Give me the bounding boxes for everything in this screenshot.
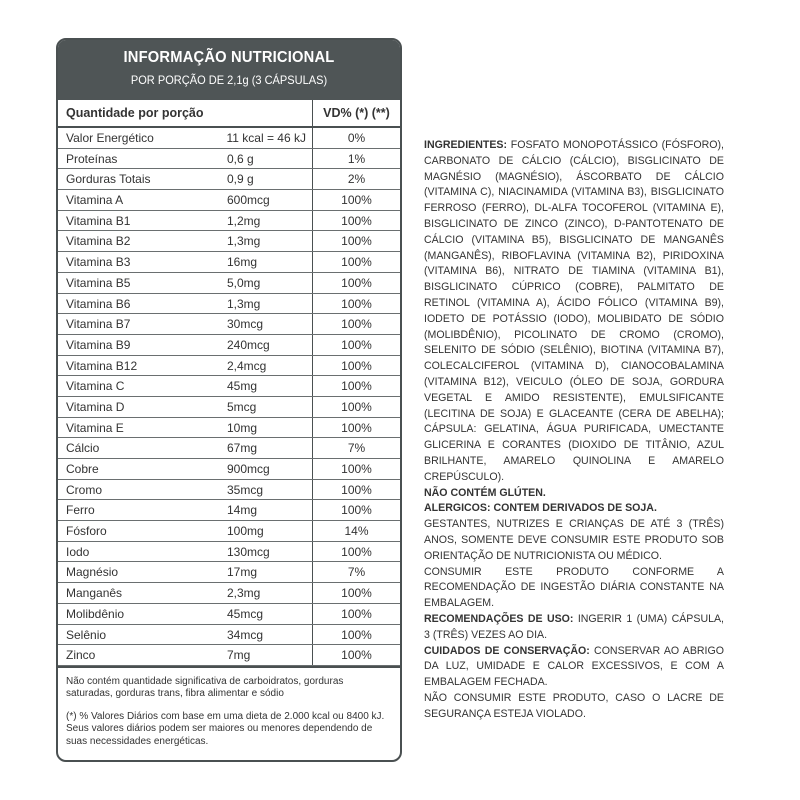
storage-care: [424, 644, 724, 691]
nutrition-title: INFORMAÇÃO NUTRICIONAL: [123, 49, 335, 66]
ingredients-paragraph: [424, 138, 724, 486]
seal-warning: NÃO CONSUMIR ESTE PRODUTO, CASO O LACRE DE SEGURANÇA ESTEJA VIOLADO.: [424, 691, 724, 720]
nutrient-daily-value: 7%: [347, 441, 366, 456]
nutrient-daily-value: 1%: [347, 151, 366, 166]
nutrient-quantity: 100mg: [213, 521, 313, 541]
nutrition-facts-table: [56, 38, 402, 762]
nutrient-name: Gorduras Totais: [66, 172, 151, 187]
serving-size: POR PORÇÃO DE 2,1g (3 CÁPSULAS): [130, 73, 328, 87]
nutrient-daily-value: 2%: [347, 172, 366, 187]
nutrient-name: Vitamina C: [66, 379, 125, 394]
quantity-column-header: Quantidade por porção: [58, 100, 313, 126]
nutrient-quantity: 45mg: [213, 376, 313, 396]
nutrient-name: Fósforo: [66, 524, 107, 539]
table-row: [58, 583, 400, 604]
nutrient-quantity: 34mcg: [213, 625, 313, 645]
nutrient-daily-value: 100%: [341, 379, 372, 394]
warning-consumption: CONSUMIR ESTE PRODUTO CONFORME A RECOMENDAÇÃO DE INGESTÃO DIÁRIA CONSTANTE NA EMBALAGEM.: [424, 565, 724, 610]
table-row: [58, 645, 400, 666]
table-row: [58, 169, 400, 190]
nutrient-quantity: 14mg: [213, 500, 313, 520]
nutrient-name: Vitamina B1: [66, 213, 131, 228]
table-row: [58, 500, 400, 521]
table-row: [58, 314, 400, 335]
nutrient-name: Cromo: [66, 482, 103, 497]
allergen-notice: [424, 501, 724, 517]
nutrient-daily-value: 100%: [341, 234, 372, 249]
nutrient-name: Vitamina B12: [66, 358, 138, 373]
nutrient-quantity: 17mg: [213, 562, 313, 582]
nutrient-quantity: 2,4mcg: [213, 356, 313, 376]
nutrient-name: Manganês: [66, 586, 123, 601]
ingredients-block: [424, 138, 724, 722]
gluten-notice: [424, 486, 724, 502]
nutrient-rows: [58, 128, 400, 666]
nutrient-quantity: 10mg: [213, 418, 313, 438]
nutrient-name: Iodo: [66, 544, 90, 559]
nutrient-daily-value: 100%: [341, 296, 372, 311]
nutrient-name: Vitamina B5: [66, 275, 131, 290]
nutrient-quantity: 0,6 g: [213, 149, 313, 169]
nutrient-daily-value: 0%: [347, 131, 366, 145]
nutrient-quantity: 240mcg: [213, 335, 313, 355]
table-row: [58, 231, 400, 252]
nutrient-quantity: 600mcg: [213, 190, 313, 210]
nutrient-name: Zinco: [66, 648, 96, 663]
nutrient-daily-value: 100%: [341, 358, 372, 373]
table-row: [58, 335, 400, 356]
nutrient-quantity: 5mcg: [213, 397, 313, 417]
nutrient-quantity: 900mcg: [213, 459, 313, 479]
table-row: [58, 294, 400, 315]
table-row: [58, 376, 400, 397]
table-row: [58, 418, 400, 439]
nutrient-name: Vitamina B9: [66, 337, 131, 352]
ingredients-label: INGREDIENTES:: [424, 139, 507, 151]
nutrient-name: Magnésio: [66, 565, 119, 580]
usage-label: RECOMENDAÇÕES DE USO:: [424, 612, 574, 625]
table-row: [58, 459, 400, 480]
nutrient-name: Valor Energético: [66, 131, 154, 145]
gluten-text: NÃO CONTÉM GLÚTEN.: [424, 486, 546, 499]
vd-column-header: VD% (*) (**): [323, 106, 390, 120]
nutrient-daily-value: 14%: [344, 524, 369, 539]
table-row: [58, 521, 400, 542]
nutrient-quantity: 1,3mg: [213, 294, 313, 314]
nutrient-quantity: 45mcg: [213, 604, 313, 624]
table-row: [58, 562, 400, 583]
nutrient-daily-value: 100%: [341, 503, 372, 518]
nutrient-quantity: 5,0mg: [213, 273, 313, 293]
nutrient-name: Ferro: [66, 503, 95, 518]
column-header: [58, 100, 400, 128]
nutrient-name: Vitamina A: [66, 193, 124, 208]
nutrient-name: Cálcio: [66, 441, 100, 456]
nutrient-name: Vitamina B3: [66, 255, 131, 270]
nutrient-daily-value: 100%: [341, 482, 372, 497]
nutrient-daily-value: 100%: [341, 337, 372, 352]
table-row: [58, 625, 400, 646]
storage-text: CONSERVAR AO ABRIGO DA LUZ, UMIDADE E CALOR EXCESSIVOS, E COM A EMBALAGEM FECHADA.: [424, 644, 724, 689]
nutrient-name: Cobre: [66, 462, 99, 476]
nutrition-header: [58, 40, 400, 100]
nutrient-quantity: 30mcg: [213, 314, 313, 334]
table-row: [58, 252, 400, 273]
footnote-daily-values: (*) % Valores Diários com base em uma dieta de 2.000 kcal ou 8400 kJ. Seus valores diários podem ser maiores ou menores dependendo de suas necessidades energéticas.: [66, 710, 385, 747]
table-row: [58, 480, 400, 501]
table-row: [58, 128, 400, 149]
nutrient-daily-value: 7%: [347, 565, 366, 580]
nutrient-quantity: 1,3mg: [213, 231, 313, 251]
ingredients-text: FOSFATO MONOPOTÁSSICO (FÓSFORO), CARBONATO DE CÁLCIO (CÁLCIO), BISGLICINATO DE MAGNÉSIO (MAGNÉSIO), ÁSCORBATO DE CÁLCIO (VITAMINA C), NIACINAMIDA (VITAMINA B3), BISGLICINATO FERROSO (FERRO), DL-ALFA TOCOFEROL (VITAMINA E), BISGLICINATO DE ZINCO (ZINCO), D-PANTOTENATO DE CÁLCIO (VITAMINA B5), BISGLICINATO DE MANGANÊS (MANGANÊS), RIBOFLAVINA (VITAMINA B2), PIRIDOXINA (VITAMINA B6), NITRATO DE TIAMINA (VITAMINA B1), BISGLICINATO CÚPRICO (COBRE), PALMITATO DE RETINOL (VITAMINA A), ÁCIDO FÓLICO (VITAMINA B9), IODETO DE POTÁSSIO (IODO), MOLIBIDATO DE SÓDIO (MOLIBDÊNIO), PICOLINATO DE CROMO (CROMO), SELENITO DE SÓDIO (SELÊNIO), BIOTINA (VITAMINA B7), COLECALCIFEROL (VITAMINA D), CIANOCOBALAMINA (VITAMINA B12), VEICULO (ÓLEO DE SOJA, GORDURA VEGETAL E AMIDO RESISTENTE), EMULSIFICANTE (LECITINA DE SOJA) E GLACEANTE (CERA DE ABELHA); CÁPSULA: GELATINA, ÁGUA PURIFICADA, UMECTANTE GLICERINA E CORANTES (DIOXIDO DE TITÂNIO, AZUL BRILHANTE, AMARELO QUINOLINA E AMARELO CREPÚSCULO).: [424, 139, 724, 483]
nutrient-quantity: 11 kcal = 46 kJ: [213, 128, 313, 148]
allergen-text: ALERGICOS: CONTEM DERIVADOS DE SOJA.: [424, 502, 657, 515]
table-row: [58, 273, 400, 294]
table-row: [58, 356, 400, 377]
table-row: [58, 211, 400, 232]
nutrient-daily-value: 100%: [341, 213, 372, 228]
nutrient-name: Vitamina E: [66, 420, 124, 435]
table-row: [58, 149, 400, 170]
footnote-insignificant: Não contém quantidade significativa de carboidratos, gorduras saturadas, gorduras trans, fibra alimentar e sódio: [66, 675, 344, 700]
usage-recommendation: [424, 612, 724, 644]
nutrient-name: Vitamina B6: [66, 296, 131, 311]
nutrient-daily-value: 100%: [341, 648, 372, 663]
nutrient-name: Proteínas: [66, 151, 118, 166]
nutrient-daily-value: 100%: [341, 544, 372, 559]
nutrient-quantity: 0,9 g: [213, 169, 313, 189]
nutrient-daily-value: 100%: [341, 586, 372, 601]
nutrient-name: Vitamina B2: [66, 234, 131, 249]
nutrient-quantity: 35mcg: [213, 480, 313, 500]
nutrient-quantity: 67mg: [213, 438, 313, 458]
nutrient-quantity: 16mg: [213, 252, 313, 272]
nutrient-daily-value: 100%: [341, 420, 372, 435]
nutrient-name: Vitamina B7: [66, 317, 131, 332]
table-row: [58, 397, 400, 418]
nutrient-daily-value: 100%: [341, 399, 372, 414]
storage-label: CUIDADOS DE CONSERVAÇÃO:: [424, 644, 590, 657]
usage-text: INGERIR 1 (UMA) CÁPSULA, 3 (TRÊS) VEZES AO DIA.: [424, 612, 724, 641]
nutrient-name: Molibdênio: [66, 606, 125, 621]
table-row: [58, 604, 400, 625]
nutrient-daily-value: 100%: [341, 627, 372, 642]
nutrient-quantity: 7mg: [213, 645, 313, 665]
table-row: [58, 190, 400, 211]
nutrient-quantity: 2,3mg: [213, 583, 313, 603]
nutrient-quantity: 1,2mg: [213, 211, 313, 231]
nutrient-name: Selênio: [66, 627, 107, 642]
nutrient-daily-value: 100%: [341, 317, 372, 332]
table-row: [58, 438, 400, 459]
nutrient-daily-value: 100%: [341, 193, 372, 208]
nutrition-footnotes: [58, 666, 400, 749]
nutrient-daily-value: 100%: [341, 462, 372, 476]
nutrient-name: Vitamina D: [66, 399, 125, 414]
nutrient-daily-value: 100%: [341, 606, 372, 621]
nutrient-quantity: 130mcg: [213, 542, 313, 562]
nutrient-daily-value: 100%: [341, 255, 372, 270]
warning-pregnant: GESTANTES, NUTRIZES E CRIANÇAS DE ATÉ 3 (TRÊS) ANOS, SOMENTE DEVE CONSUMIR ESTE PRODUTO SOB ORIENTAÇÃO DE NUTRICIONISTA OU MÉDICO.: [424, 518, 724, 562]
table-row: [58, 542, 400, 563]
nutrient-daily-value: 100%: [341, 275, 372, 290]
